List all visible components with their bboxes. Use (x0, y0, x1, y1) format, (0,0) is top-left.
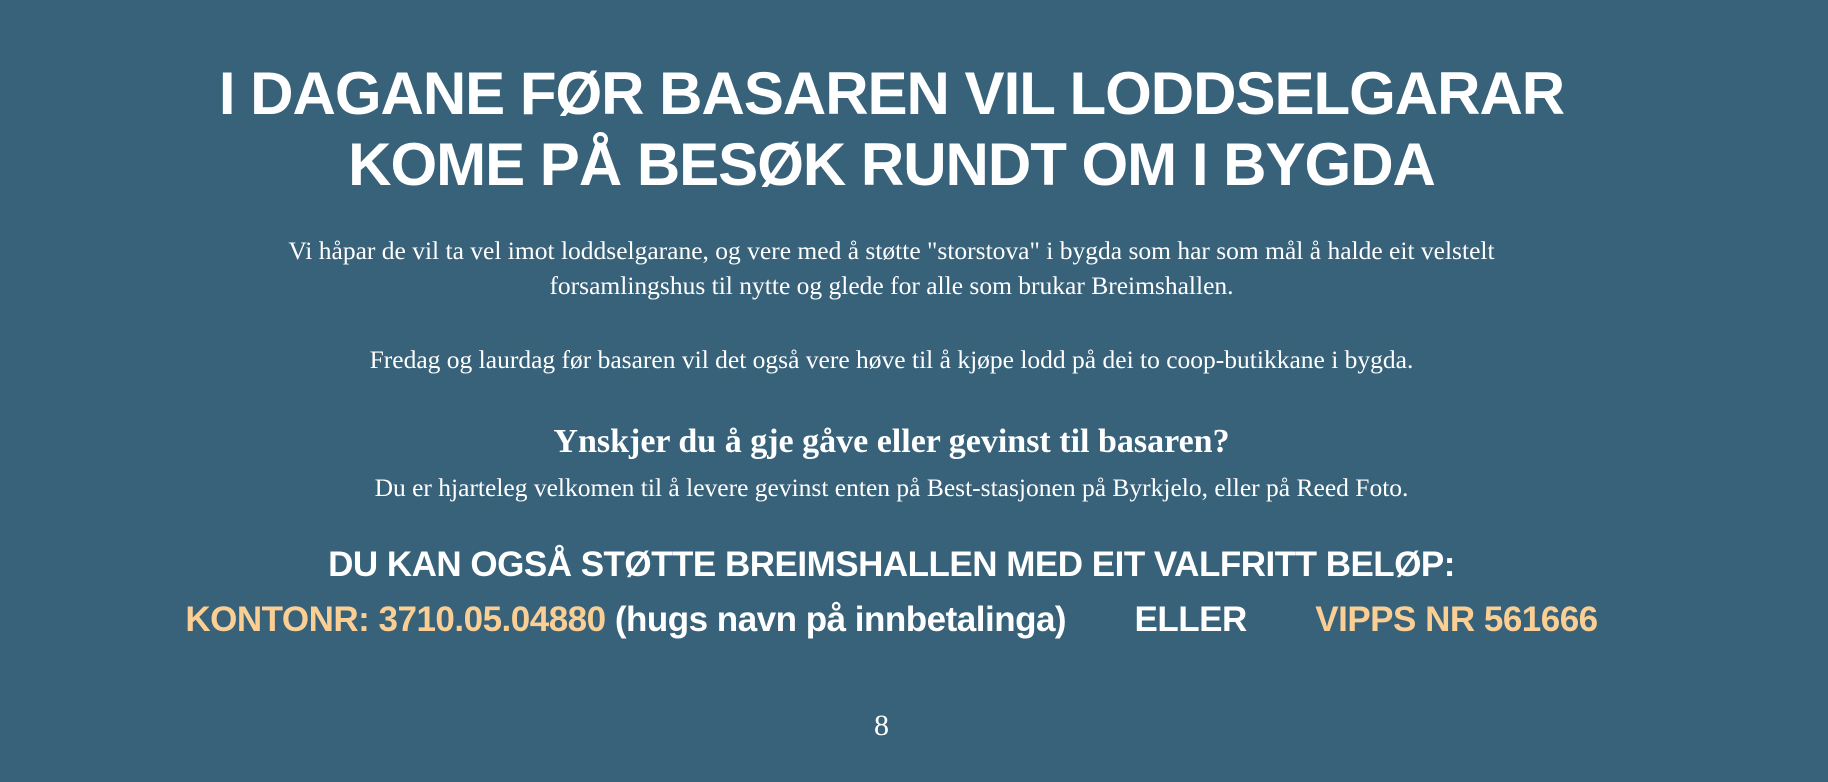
headline-line-1: I DAGANE FØR BASAREN VIL LODDSELGARAR (218, 60, 1565, 127)
vipps-number: VIPPS NR 561666 (1315, 600, 1598, 639)
or-label: ELLER (1134, 600, 1247, 639)
account-note: (hugs navn på innbetalinga) (614, 600, 1067, 639)
intro-line-1: Vi håpar de vil ta vel imot loddselgarane, og vere med å støtte "storstova" i bygda som har som mål å halde eit velstelt (288, 236, 1495, 265)
support-heading: DU KAN OGSÅ STØTTE BREIMSHALLEN MED EIT VALFRITT BELØP: (328, 545, 1455, 584)
intro-line-2: forsamlingshus til nytte og glede for alle som brukar Breimshallen. (549, 271, 1234, 300)
account-number: KONTONR: 3710.05.04880 (185, 600, 606, 639)
gift-heading: Ynskjer du å gje gåve eller gevinst til basaren? (553, 423, 1230, 460)
payment-row (0, 597, 1783, 643)
intro-paragraph (0, 233, 1783, 303)
headline-line-2: KOME PÅ BESØK RUNDT OM I BYGDA (348, 131, 1435, 198)
coop-paragraph: Fredag og laurdag før basaren vil det også vere høve til å kjøpe lodd på dei to coop-butikkane i bygda. (369, 345, 1414, 374)
headline (0, 58, 1783, 200)
gift-paragraph: Du er hjarteleg velkomen til å levere gevinst enten på Best-stasjonen på Byrkjelo, eller på Reed Foto. (374, 473, 1409, 502)
page-number: 8 (874, 709, 889, 742)
